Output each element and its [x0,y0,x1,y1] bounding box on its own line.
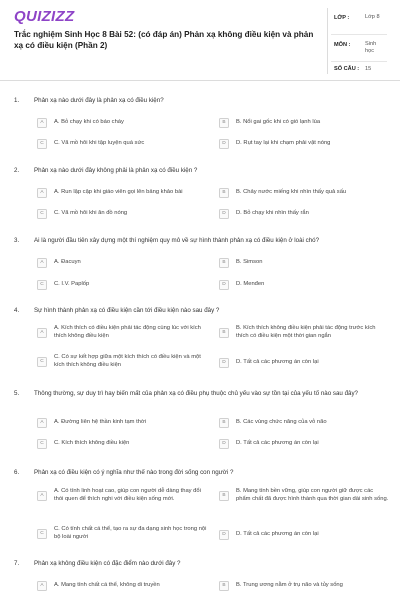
option-letter-badge: D [219,209,229,219]
count-value: 15 [365,66,372,72]
count-label: SỐ CÂU : [334,66,360,72]
question-text: Phản xạ nào dưới đây là phản xạ có điều kiện? [34,97,164,104]
meta-divider [331,61,387,62]
option-b[interactable] [219,488,389,503]
question-number: 1. [14,97,20,104]
option-letter-badge: A [37,328,47,338]
option-c[interactable] [37,526,207,541]
option-text: C. Có tính chất cá thể, tạo ra sự đa dạng sinh học trong nội bộ loài người [54,526,207,540]
subject-value: Sinh học [365,41,377,54]
question-text: Sự hình thành phản xạ có điều kiện cần tới điều kiện nào sau đây ? [34,307,220,314]
option-text: A. Đacuyn [54,259,81,266]
subject-label: MÔN : [334,42,351,48]
option-a[interactable] [37,258,207,268]
option-c[interactable] [37,439,207,449]
option-text: D. Menđen [236,281,265,288]
option-text: D. Rụt tay lại khi chạm phải vật nóng [236,140,331,147]
option-letter-badge: D [219,139,229,149]
question-number: 5. [14,390,20,397]
option-d[interactable] [219,209,389,219]
option-text: B. Mang tính bền vững, giúp con người giữ được các phẩm chất đã được hình thành qua thời gian dài sinh sống. [236,488,389,502]
option-text: C. I.V. Paplốp [54,281,90,288]
option-letter-badge: D [219,280,229,290]
option-text: B. Kích thích không điều kiện phải tác động trước kích thích có điều kiện một thời gian ngắn [236,325,376,339]
option-text: A. Kích thích có điều kiện phải tác động cùng lúc với kích thích không điều kiện [54,325,201,339]
class-label: LỚP : [334,15,350,21]
question-text: Phản xạ có điều kiện có ý nghĩa như thế nào trong đời sống con người ? [34,469,234,476]
option-a[interactable] [37,488,207,503]
option-letter-badge: D [219,530,229,540]
option-a[interactable] [37,188,207,198]
option-b[interactable] [219,118,389,128]
option-b[interactable] [219,258,389,268]
option-text: D. Bỏ chạy khi nhìn thấy rắn [236,210,309,217]
option-text: A. Bỏ chạy khi có báo cháy [54,119,124,126]
option-letter-badge: D [219,439,229,449]
option-letter-badge: B [219,118,229,128]
option-d[interactable] [219,439,389,449]
option-letter-badge: D [219,358,229,368]
header-divider [327,8,328,74]
option-text: A. Đường liên hệ thần kinh tạm thời [54,419,147,426]
quizizz-logo: QUIZIZZ [14,8,75,25]
question-number: 3. [14,237,20,244]
option-c[interactable] [37,139,207,149]
question-text: Phản xạ không điều kiện có đặc điểm nào dưới đây ? [34,560,181,567]
option-c[interactable] [37,280,207,290]
question-number: 4. [14,307,20,314]
question-number: 2. [14,167,20,174]
option-text: D. Tất cả các phương án còn lại [236,531,319,538]
option-text: A. Có tính linh hoạt cao, giúp con người dễ dàng thay đổi thói quen để thích nghi với điều kiện sống mới. [54,488,201,502]
option-letter-badge: A [37,491,47,501]
option-letter-badge: C [37,209,47,219]
option-letter-badge: C [37,439,47,449]
option-d[interactable] [219,530,389,540]
option-letter-badge: B [219,491,229,501]
meta-divider [331,34,387,35]
question-text: Thông thường, sự duy trì hay biến mất của phản xạ có điều phụ thuộc chủ yếu vào sự tồn tại của yếu tố nào sau đây? [34,390,359,397]
option-text: D. Tất cả các phương án còn lại [236,440,319,447]
option-letter-badge: C [37,280,47,290]
option-letter-badge: A [37,188,47,198]
option-a[interactable] [37,118,207,128]
option-letter-badge: C [37,529,47,539]
option-text: C. Vã mồ hôi khi tập luyện quá sức [54,140,145,147]
option-text: B. Chảy nước miếng khi nhìn thấy quả sấu [236,189,347,196]
class-value: Lớp 8 [365,14,380,20]
question-number: 6. [14,469,20,476]
option-text: B. Các vùng chức năng của vỏ não [236,419,327,426]
option-text: B. Simson [236,259,263,266]
option-letter-badge: C [37,139,47,149]
option-c[interactable] [37,209,207,219]
option-c[interactable] [37,354,207,369]
option-text: B. Nổi gai gốc khi có gió lạnh lùa [236,119,321,126]
option-text: C. Vã mồ hôi khi ăn đồ nóng [54,210,128,217]
option-letter-badge: A [37,258,47,268]
option-letter-badge: B [219,188,229,198]
option-text: C. Có sự kết hợp giữa một kích thích có điều kiện và một kích thích không điều kiện [54,354,201,368]
option-a[interactable] [37,418,207,428]
option-d[interactable] [219,358,389,368]
option-text: A. Run lập cập khi giáo viên gọi lên bảng khảo bài [54,189,183,196]
question-text: Phản xạ nào dưới đây không phải là phản xạ có điều kiện ? [34,167,198,174]
option-letter-badge: A [37,118,47,128]
option-letter-badge: A [37,581,47,591]
option-text: A. Mang tính chất cá thể, không di truyền [54,582,160,589]
question-text: Ai là người đầu tiên xây dựng một thí nghiệm quy mô về sự hình thành phản xạ có điều kiện ở loài chó? [34,237,320,244]
option-letter-badge: B [219,258,229,268]
option-a[interactable] [37,325,207,340]
option-letter-badge: A [37,418,47,428]
option-d[interactable] [219,280,389,290]
option-letter-badge: B [219,581,229,591]
page-title: Trắc nghiệm Sinh Học 8 Bài 52: (có đáp án) Phản xạ không điều kiện và phản xạ có điều kiện (Phần 2) [14,30,314,50]
option-letter-badge: C [37,357,47,367]
option-text: B. Trung ương nằm ở trụ não và tủy sống [236,582,343,589]
option-b[interactable] [219,418,389,428]
option-text: C. Kích thích không điều kiện [54,440,130,447]
question-number: 7. [14,560,20,567]
option-text: D. Tất cả các phương án còn lại [236,359,319,366]
option-b[interactable] [219,188,389,198]
worksheet-header [0,0,400,81]
option-b[interactable] [219,325,389,340]
option-letter-badge: B [219,328,229,338]
option-d[interactable] [219,139,389,149]
option-a[interactable] [37,581,207,591]
option-letter-badge: B [219,418,229,428]
option-b[interactable] [219,581,389,591]
